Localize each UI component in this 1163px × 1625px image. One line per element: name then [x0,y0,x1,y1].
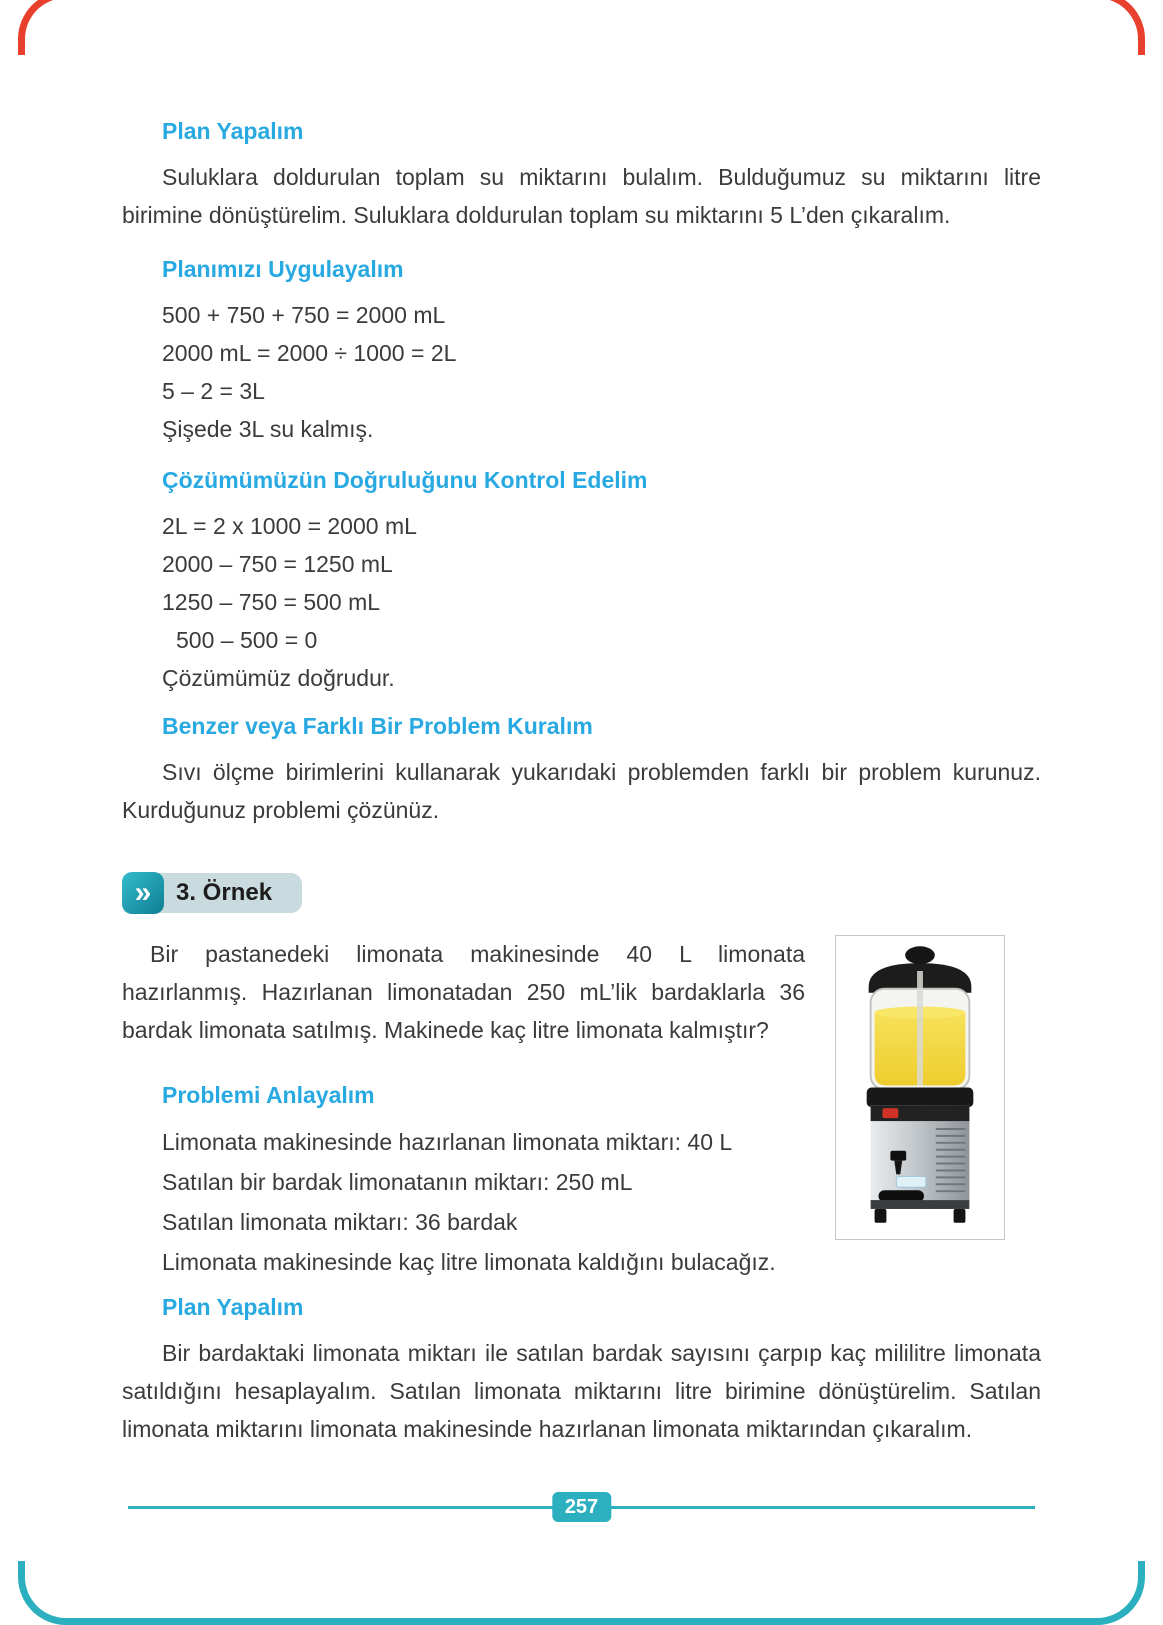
math-line: 2000 – 750 = 1250 mL [162,551,393,577]
math-line: 1250 – 750 = 500 mL [162,589,381,615]
math-line: 2000 mL = 2000 ÷ 1000 = 2L [162,340,457,366]
section-heading-plan-yapalim-1: Plan Yapalım [162,118,304,144]
section-heading-problemi-anlayalim: Problemi Anlayalım [162,1082,375,1108]
section-heading-benzer-problem: Benzer veya Farklı Bir Problem Kuralım [162,713,593,739]
math-line: 500 – 500 = 0 [176,627,318,653]
example-row [122,873,1041,915]
math-block-uygulama [122,296,1041,448]
section-heading-kontrol-edelim: Çözümümüzün Doğruluğunu Kontrol Edelim [162,467,648,493]
page-footer [128,1492,1035,1526]
fact-line: Satılan bir bardak limonatanın miktarı: 250 mL [162,1169,633,1195]
math-line: 2L = 2 x 1000 = 2000 mL [162,513,417,539]
statement-line: Çözümümüz doğrudur. [162,665,395,691]
example-label: 3. Örnek [176,879,273,906]
fact-line: Limonata makinesinde hazırlanan limonata miktarı: 40 L [162,1129,733,1155]
lemonade-dispenser-photo [835,935,1005,1240]
section-heading-planimizi-uygulayalim: Planımızı Uygulayalım [162,256,404,282]
fact-line: Limonata makinesinde kaç litre limonata kaldığını bulacağız. [162,1249,776,1275]
example-3-section [122,935,1041,1448]
page-frame-bottom [18,1561,1145,1625]
example-badge [122,873,302,913]
math-block-kontrol [122,507,1041,697]
lemonade-dispenser-illustration [841,941,999,1234]
math-line: 500 + 750 + 750 = 2000 mL [162,302,446,328]
paragraph-benzer-problem: Sıvı ölçme birimlerini kullanarak yukarıdaki problemden farklı bir problem kurunuz. Kurduğunuz problemi çözünüz. [122,759,1041,823]
fact-line: Satılan limonata miktarı: 36 bardak [162,1209,518,1235]
paragraph-plan-yapalim-2: Bir bardaktaki limonata miktarı ile satılan bardak sayısını çarpıp kaç mililitre limonata satıldığını hesaplayalım. Satılan limonata miktarını litre birimine dönüştürelim. Satılan limonata miktarını limonata makinesinde hazırlanan limonata miktarından çıkaralım. [122,1340,1041,1442]
page-number-badge: 257 [552,1492,611,1522]
statement-line: Şişede 3L su kalmış. [162,416,374,442]
page-content [122,0,1041,1448]
section-heading-plan-yapalim-2: Plan Yapalım [162,1294,304,1320]
paragraph-example-3-problem: Bir pastanedeki limonata makinesinde 40 L limonata hazırlanmış. Hazırlanan limonatadan 250 mL’lik bardaklarla 36 bardak limonata satılmış. Makinede kaç litre limonata kalmıştır? [122,941,805,1043]
double-chevron-right-icon: » [122,872,164,914]
paragraph-plan-yapalim-1: Suluklara doldurulan toplam su miktarını bulalım. Bulduğumuz su miktarını litre birimine dönüştürelim. Suluklara doldurulan toplam su miktarını 5 L’den çıkaralım. [122,164,1041,228]
math-line: 5 – 2 = 3L [162,378,265,404]
